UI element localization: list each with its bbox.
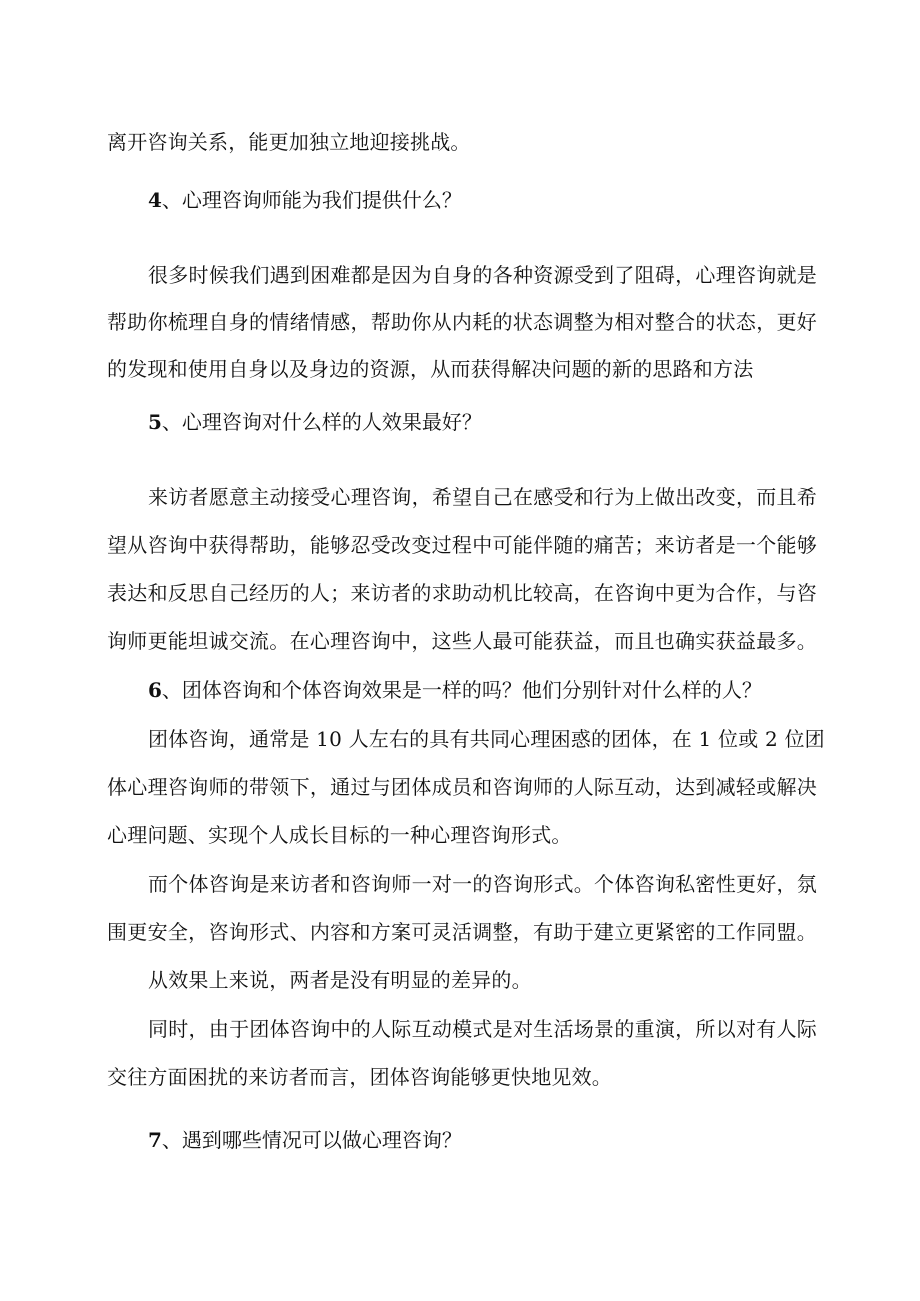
heading-number: 4 bbox=[148, 188, 162, 212]
heading-text: 、团体咨询和个体咨询效果是一样的吗？他们分别针对什么样的人？ bbox=[161, 678, 762, 702]
paragraph-line: 望从咨询中获得帮助，能够忍受改变过程中可能伴随的痛苦；来访者是一个能够 bbox=[107, 533, 817, 557]
paragraph-line: 帮助你梳理自身的情绪情感，帮助你从内耗的状态调整为相对整合的状态，更好 bbox=[107, 310, 817, 334]
section-heading-5 bbox=[148, 407, 482, 437]
heading-text: 、心理咨询对什么样的人效果最好？ bbox=[161, 410, 482, 434]
paragraph-line: 而个体咨询是来访者和咨询师一对一的咨询形式。个体咨询私密性更好，氛 bbox=[148, 872, 817, 896]
heading-text: 、心理咨询师能为我们提供什么？ bbox=[161, 188, 462, 212]
paragraph-line: 离开咨询关系，能更加独立地迎接挑战。 bbox=[107, 130, 471, 154]
paragraph-line: 团体咨询，通常是 10 人左右的具有共同心理困惑的团体，在 1 位或 2 位团 bbox=[148, 727, 825, 751]
paragraph-line: 从效果上来说，两者是没有明显的差异的。 bbox=[148, 968, 532, 992]
section-heading-7 bbox=[148, 1125, 462, 1155]
paragraph-line: 同时，由于团体咨询中的人际互动模式是对生活场景的重演，所以对有人际 bbox=[148, 1017, 817, 1041]
heading-number: 5 bbox=[148, 410, 162, 434]
paragraph-line: 心理问题、实现个人成长目标的一种心理咨询形式。 bbox=[107, 823, 572, 847]
paragraph-line: 表达和反思自己经历的人；来访者的求助动机比较高，在咨询中更为合作，与咨 bbox=[107, 581, 817, 605]
paragraph-line: 体心理咨询师的带领下，通过与团体成员和咨询师的人际互动，达到减轻或解决 bbox=[107, 775, 817, 799]
paragraph-line: 的发现和使用自身以及身边的资源，从而获得解决问题的新的思路和方法 bbox=[107, 357, 754, 381]
section-heading-4 bbox=[148, 185, 462, 215]
heading-number: 7 bbox=[148, 1128, 162, 1152]
heading-number: 6 bbox=[148, 678, 162, 702]
paragraph-line: 交往方面困扰的来访者而言，团体咨询能够更快地见效。 bbox=[107, 1065, 612, 1089]
heading-text: 、遇到哪些情况可以做心理咨询？ bbox=[161, 1128, 462, 1152]
paragraph-line: 围更安全，咨询形式、内容和方案可灵活调整，有助于建立更紧密的工作同盟。 bbox=[107, 920, 817, 944]
paragraph-line: 询师更能坦诚交流。在心理咨询中，这些人最可能获益，而且也确实获益最多。 bbox=[107, 629, 817, 653]
paragraph-line: 来访者愿意主动接受心理咨询，希望自己在感受和行为上做出改变，而且希 bbox=[148, 485, 817, 509]
paragraph-line: 很多时候我们遇到困难都是因为自身的各种资源受到了阻碍，心理咨询就是 bbox=[148, 263, 817, 287]
section-heading-6 bbox=[148, 675, 762, 705]
